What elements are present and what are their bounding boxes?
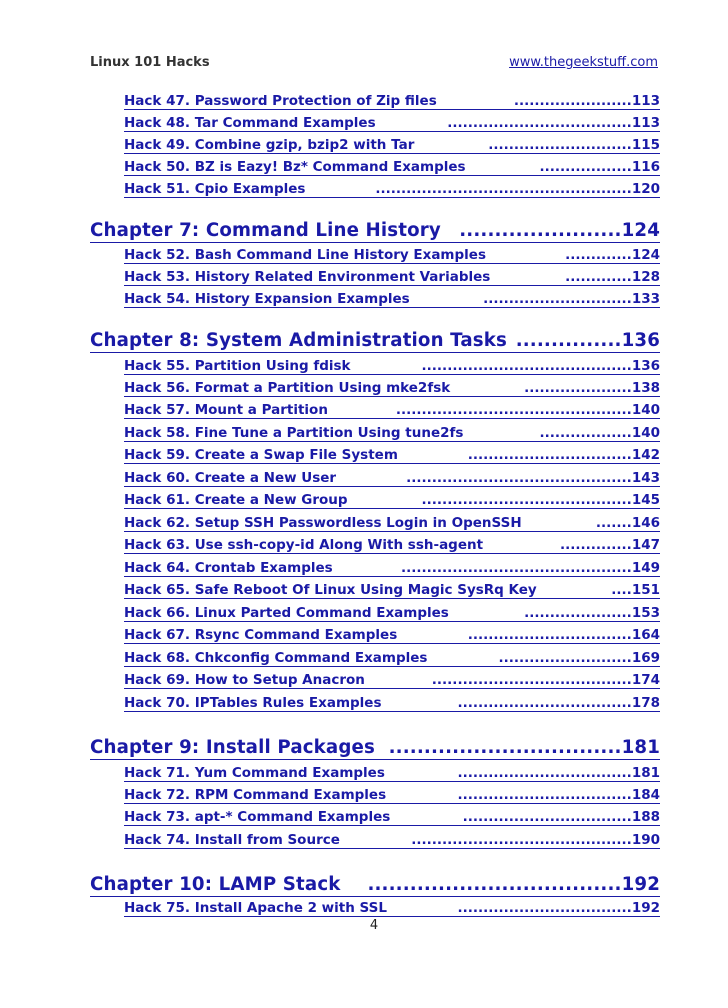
entry-page-number: 192 [621,874,660,895]
entry-leader-and-page [524,379,660,397]
entry-leader-and-page [401,559,660,577]
entry-page-number: 128 [631,269,660,285]
page-header [90,55,660,75]
hack-entry[interactable] [124,764,660,786]
chapter-entry[interactable] [90,873,660,899]
entry-leader-and-page [565,246,660,264]
entry-dot-leader: ............................................ [406,470,632,486]
entry-title: Hack 48. Tar Command Examples [124,115,376,131]
entry-title: Hack 74. Install from Source [124,832,340,848]
entry-page-number: 164 [631,627,660,643]
entry-title: Hack 60. Create a New User [124,470,337,486]
entry-dot-leader: .......................... [498,650,632,666]
entry-page-number: 149 [631,560,660,576]
entry-page-number: 136 [631,358,660,374]
hack-entry[interactable] [124,581,660,603]
entry-dot-leader: .............. [560,537,632,553]
entry-dot-leader: ............... [515,330,622,351]
hack-entry[interactable] [124,831,660,853]
entry-title: Chapter 9: Install Packages [90,737,375,758]
entry-dot-leader: ............. [565,269,632,285]
entry-title: Hack 67. Rsync Command Examples [124,627,398,643]
entry-page-number: 113 [631,93,660,109]
entry-leader-and-page [457,786,660,804]
hack-entry[interactable] [124,808,660,830]
entry-leader-and-page [457,899,660,917]
entry-page-number: 169 [631,650,660,666]
hack-entry[interactable] [124,446,660,468]
entry-page-number: 146 [631,515,660,531]
entry-page-number: 140 [631,425,660,441]
entry-dot-leader: .................................. [457,695,632,711]
chapter-entry[interactable] [90,736,660,762]
entry-dot-leader: .................................. [457,787,632,803]
entry-title: Hack 65. Safe Reboot Of Linux Using Magic SysRq Key [124,582,537,598]
entry-leader-and-page [611,581,660,599]
hack-entry[interactable] [124,649,660,671]
entry-dot-leader: ......................................... [421,492,632,508]
entry-dot-leader: ....................................... [431,672,632,688]
entry-dot-leader: .............................................. [395,402,632,418]
entry-title: Hack 54. History Expansion Examples [124,291,410,307]
hack-entry[interactable] [124,626,660,648]
hack-entry[interactable] [124,357,660,379]
entry-page-number: 184 [631,787,660,803]
entry-dot-leader: .... [611,582,632,598]
hack-entry[interactable] [124,424,660,446]
website-link[interactable]: www.thegeekstuff.com [509,55,658,70]
entry-title: Hack 64. Crontab Examples [124,560,333,576]
entry-title: Hack 71. Yum Command Examples [124,765,385,781]
entry-leader-and-page [389,736,660,760]
entry-title: Hack 70. IPTables Rules Examples [124,695,382,711]
entry-leader-and-page [540,424,661,442]
chapter-entry[interactable] [90,329,660,355]
entry-leader-and-page [375,180,660,198]
entry-title: Hack 75. Install Apache 2 with SSL [124,900,387,916]
chapter-entry[interactable] [90,219,660,245]
entry-page-number: 151 [631,582,660,598]
hack-entry[interactable] [124,92,660,114]
entry-page-number: 124 [631,247,660,263]
entry-title: Hack 72. RPM Command Examples [124,787,387,803]
entry-leader-and-page [483,290,660,308]
entry-leader-and-page [459,219,660,243]
hack-entry[interactable] [124,158,660,180]
hack-entry[interactable] [124,290,660,312]
entry-leader-and-page [463,808,660,826]
entry-title: Hack 52. Bash Command Line History Examples [124,247,486,263]
entry-title: Hack 73. apt-* Command Examples [124,809,391,825]
entry-title: Chapter 7: Command Line History [90,220,441,241]
entry-page-number: 188 [631,809,660,825]
entry-page-number: 178 [631,695,660,711]
entry-dot-leader: .................................................. [375,181,632,197]
entry-dot-leader: .................................. [457,900,632,916]
entry-leader-and-page [468,626,660,644]
entry-dot-leader: .................. [539,159,632,175]
entry-dot-leader: .................................. [457,765,632,781]
entry-dot-leader: ................................. [388,737,622,758]
entry-page-number: 174 [631,672,660,688]
entry-title: Hack 59. Create a Swap File System [124,447,398,463]
entry-title: Hack 58. Fine Tune a Partition Using tune2fs [124,425,464,441]
entry-leader-and-page [422,357,660,375]
entry-dot-leader: ......................................... [421,358,632,374]
entry-leader-and-page [468,446,660,464]
entry-leader-and-page [432,671,660,689]
entry-title: Chapter 8: System Administration Tasks [90,330,507,351]
hack-entry[interactable] [124,401,660,423]
book-title: Linux 101 Hacks [90,55,210,70]
entry-leader-and-page [498,649,660,667]
entry-leader-and-page [457,764,660,782]
entry-leader-and-page [422,491,660,509]
entry-dot-leader: ............................................. [401,560,632,576]
entry-leader-and-page [411,831,660,849]
entry-page-number: 120 [631,181,660,197]
hack-entry[interactable] [124,514,660,536]
hack-entry[interactable] [124,604,660,626]
entry-page-number: 147 [631,537,660,553]
entry-dot-leader: .................................... [367,874,622,895]
entry-dot-leader: ..................... [524,380,632,396]
entry-dot-leader: ................................. [462,809,632,825]
entry-title: Chapter 10: LAMP Stack [90,874,341,895]
entry-page-number: 133 [631,291,660,307]
entry-dot-leader: ..................... [524,605,632,621]
entry-leader-and-page [514,92,660,110]
entry-dot-leader: .................. [539,425,632,441]
entry-page-number: 124 [621,220,660,241]
hack-entry[interactable] [124,671,660,693]
hack-entry[interactable] [124,491,660,513]
entry-leader-and-page [367,873,660,897]
entry-title: Hack 55. Partition Using fdisk [124,358,351,374]
hack-entry[interactable] [124,559,660,581]
entry-title: Hack 47. Password Protection of Zip files [124,93,437,109]
hack-entry[interactable] [124,786,660,808]
entry-leader-and-page [565,268,660,286]
entry-title: Hack 62. Setup SSH Passwordless Login in OpenSSH [124,515,522,531]
entry-dot-leader: ....................... [459,220,622,241]
entry-dot-leader: ....................... [513,93,632,109]
entry-dot-leader: ....... [595,515,632,531]
entry-dot-leader: .................................... [447,115,632,131]
entry-dot-leader: ................................ [467,627,632,643]
entry-page-number: 145 [631,492,660,508]
entry-title: Hack 51. Cpio Examples [124,181,306,197]
entry-dot-leader: ............................ [488,137,632,153]
entry-page-number: 138 [631,380,660,396]
entry-title: Hack 56. Format a Partition Using mke2fsk [124,380,451,396]
entry-dot-leader: ............................. [483,291,632,307]
entry-leader-and-page [524,604,660,622]
entry-leader-and-page [396,401,660,419]
hack-entry[interactable] [124,136,660,158]
entry-page-number: 192 [631,900,660,916]
entry-title: Hack 69. How to Setup Anacron [124,672,365,688]
hack-entry[interactable] [124,536,660,558]
hack-entry[interactable] [124,180,660,202]
entry-leader-and-page [596,514,660,532]
entry-title: Hack 66. Linux Parted Command Examples [124,605,449,621]
hack-entry[interactable] [124,694,660,716]
entry-page-number: 190 [631,832,660,848]
entry-dot-leader: ................................ [467,447,632,463]
entry-page-number: 136 [621,330,660,351]
entry-title: Hack 49. Combine gzip, bzip2 with Tar [124,137,415,153]
hack-entry[interactable] [124,246,660,268]
entry-leader-and-page [406,469,660,487]
entry-page-number: 140 [631,402,660,418]
entry-leader-and-page [488,136,660,154]
entry-dot-leader: ........................................... [411,832,632,848]
entry-title: Hack 61. Create a New Group [124,492,348,508]
entry-page-number: 143 [631,470,660,486]
page-number: 4 [369,918,379,933]
entry-title: Hack 63. Use ssh-copy-id Along With ssh-agent [124,537,484,553]
entry-leader-and-page [447,114,660,132]
entry-page-number: 142 [631,447,660,463]
entry-page-number: 116 [631,159,660,175]
entry-leader-and-page [560,536,660,554]
entry-page-number: 181 [631,765,660,781]
hack-entry[interactable] [124,469,660,491]
entry-leader-and-page [457,694,660,712]
hack-entry[interactable] [124,114,660,136]
hack-entry[interactable] [124,268,660,290]
entry-title: Hack 57. Mount a Partition [124,402,328,418]
entry-title: Hack 50. BZ is Eazy! Bz* Command Examples [124,159,466,175]
entry-title: Hack 68. Chkconfig Command Examples [124,650,428,666]
hack-entry[interactable] [124,379,660,401]
entry-leader-and-page [516,329,660,353]
entry-page-number: 115 [631,137,660,153]
entry-page-number: 113 [631,115,660,131]
entry-page-number: 181 [621,737,660,758]
entry-title: Hack 53. History Related Environment Variables [124,269,491,285]
entry-leader-and-page [540,158,661,176]
entry-dot-leader: ............. [565,247,632,263]
entry-page-number: 153 [631,605,660,621]
